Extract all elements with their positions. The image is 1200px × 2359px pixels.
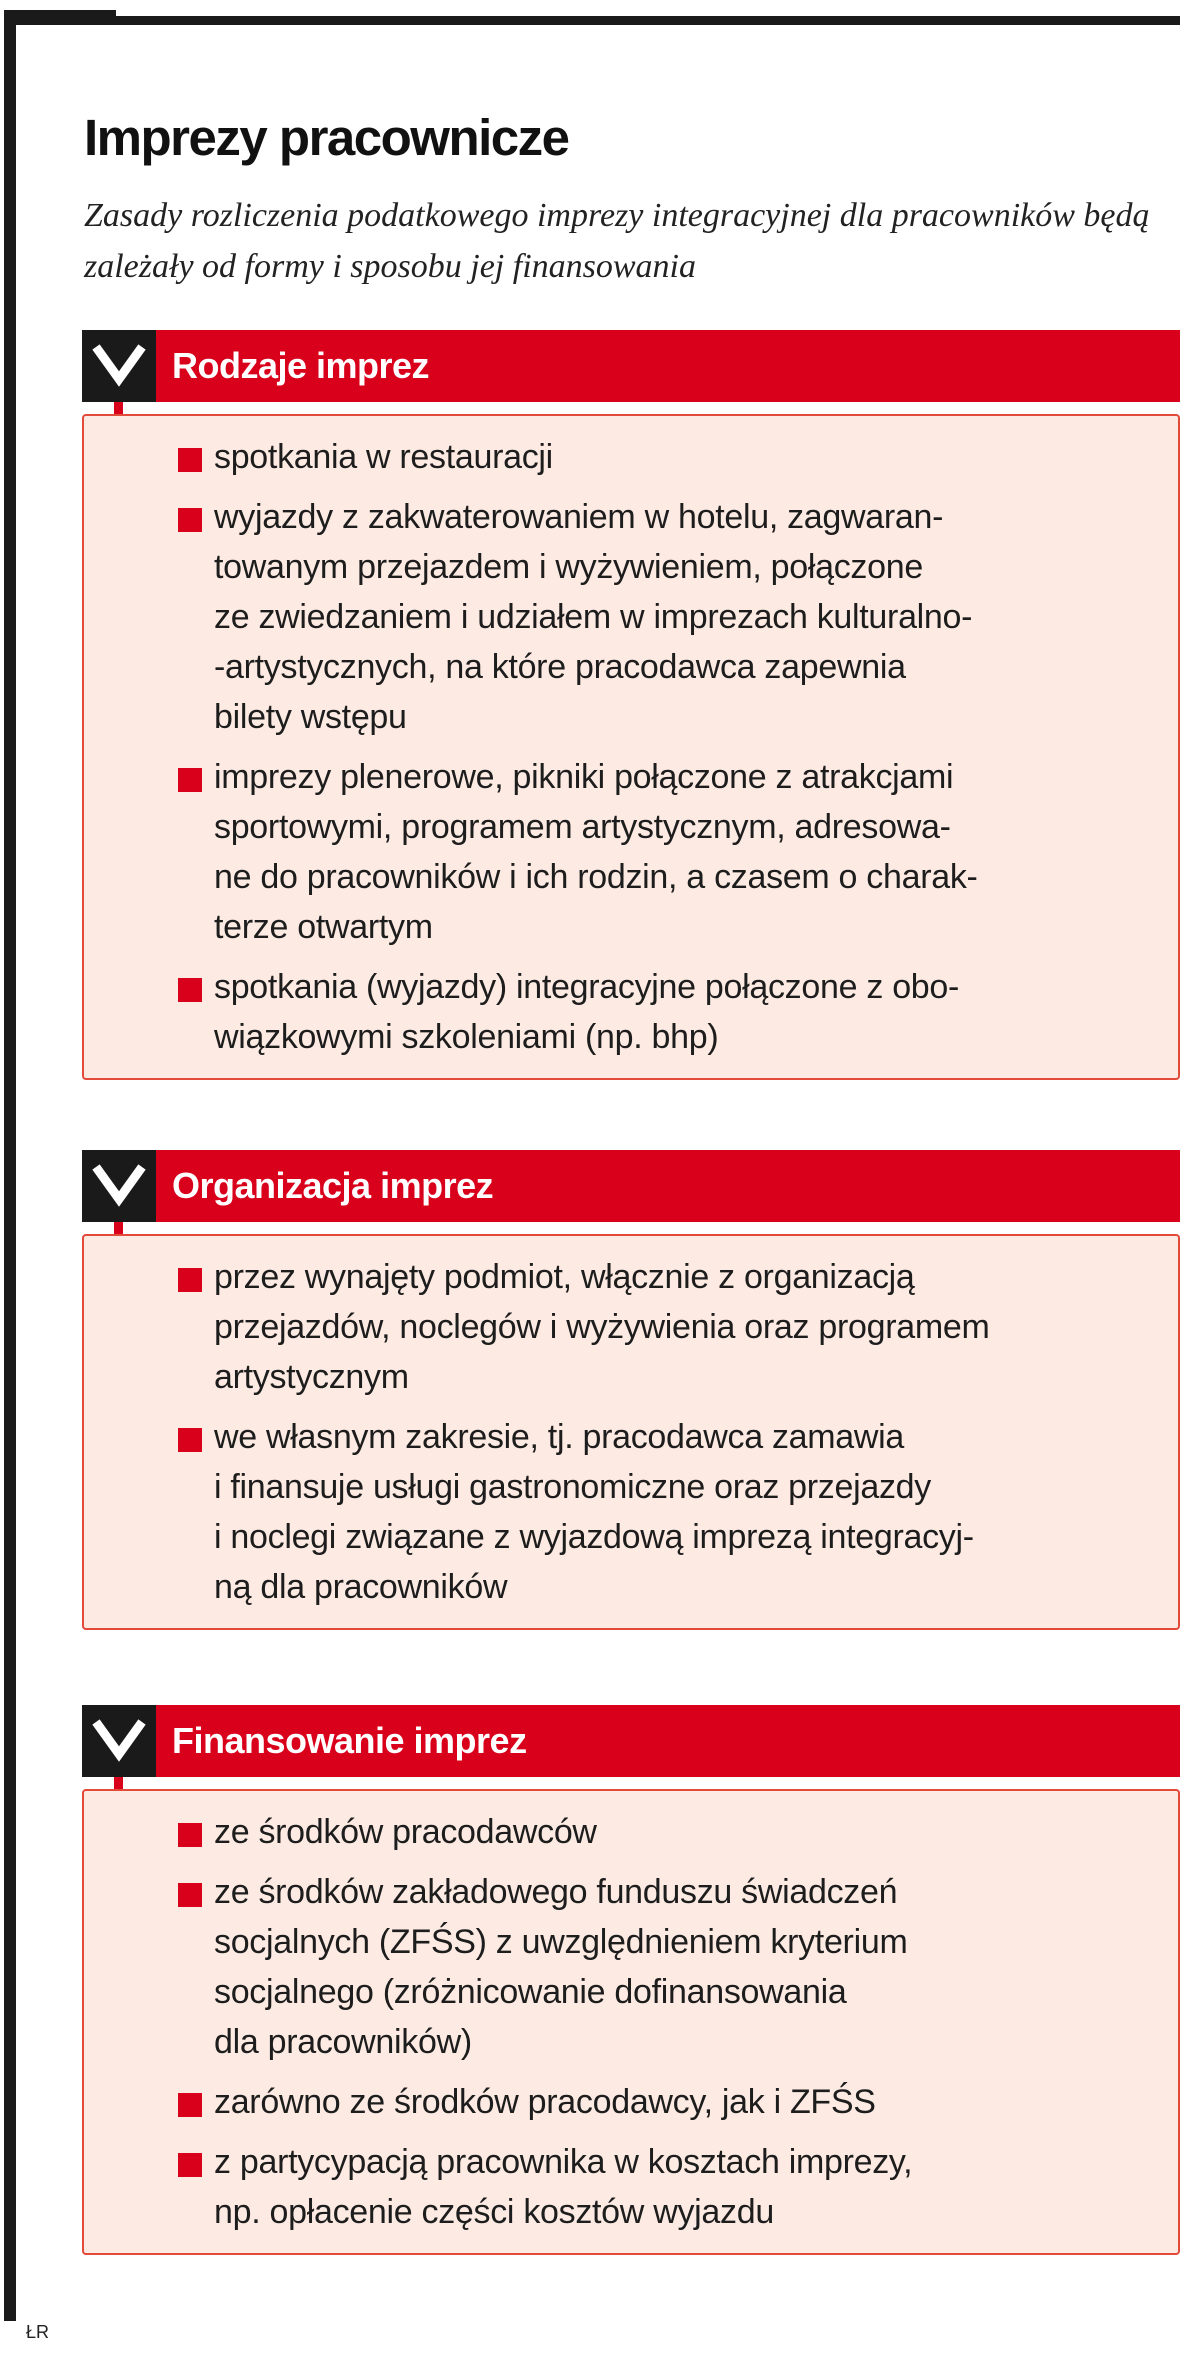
square-bullet-icon [178, 508, 202, 532]
chevron-down-icon [82, 1705, 156, 1777]
list-item [84, 2137, 1168, 2237]
list-item [84, 1807, 1168, 1857]
square-bullet-icon [178, 1883, 202, 1907]
section-rodzaje-imprez [82, 330, 1180, 1080]
list-item [84, 1252, 1168, 1402]
list-item-text: spotkania w restauracji [214, 438, 553, 476]
frame-left-rule [4, 16, 16, 2321]
list-item [84, 432, 1168, 482]
section-header [82, 1705, 1180, 1777]
section-organizacja-imprez [82, 1150, 1180, 1630]
chevron-stem [114, 1222, 123, 1234]
list-item-text: ze środków pracodawców [214, 1813, 597, 1851]
square-bullet-icon [178, 978, 202, 1002]
chevron-down-icon [82, 1150, 156, 1222]
list-item-text: we własnym zakresie, tj. pracodawca zamawia i finansuje usługi gastronomiczne oraz przejazdy i noclegi związane z wyjazdową imprezą integracyj- ną dla pracowników [214, 1418, 974, 1606]
square-bullet-icon [178, 448, 202, 472]
chevron-down-icon [82, 330, 156, 402]
section-header [82, 1150, 1180, 1222]
list-item-text: ze środków zakładowego funduszu świadczeń socjalnych (ZFŚS) z uwzględnieniem kryterium socjalnego (zróżnicowanie dofinansowania dla pracowników) [214, 1873, 908, 2061]
author-credit: ŁR [26, 2322, 50, 2342]
chevron-stem [114, 402, 123, 414]
section-heading: Organizacja imprez [172, 1165, 494, 1206]
list-item [84, 1867, 1168, 2067]
item-list [84, 1807, 1168, 2237]
frame-top-rule [4, 16, 1180, 25]
list-item-text: spotkania (wyjazdy) integracyjne połączone z obo- wiązkowymi szkoleniami (np. bhp) [214, 968, 960, 1056]
chevron-stem [114, 1777, 123, 1789]
list-item-text: zarówno ze środków pracodawcy, jak i ZFŚS [214, 2083, 876, 2121]
list-item [84, 1412, 1168, 1612]
section-header [82, 330, 1180, 402]
section-box [82, 414, 1180, 1080]
page-title: Imprezy pracownicze [84, 109, 569, 166]
list-item [84, 492, 1168, 742]
page-subtitle: Zasady rozliczenia podatkowego imprezy integracyjnej dla pracowników będą zależały od formy i sposobu jej finansowania [84, 197, 1150, 285]
list-item-text: z partycypacją pracownika w kosztach imprezy, np. opłacenie części kosztów wyjazdu [214, 2143, 913, 2231]
list-item-text: przez wynajęty podmiot, włącznie z organizacją przejazdów, noclegów i wyżywienia oraz programem artystycznym [214, 1258, 990, 1396]
square-bullet-icon [178, 1268, 202, 1292]
item-list [84, 432, 1168, 1062]
frame-corner-tab [4, 10, 116, 25]
list-item-text: wyjazdy z zakwaterowaniem w hotelu, zagwaran- towanym przejazdem i wyżywieniem, połączone ze zwiedzaniem i udziałem w imprezach kulturalno- -artystycznych, na które pracodawca zapewnia bilety wstępu [214, 498, 973, 736]
list-item [84, 752, 1168, 952]
square-bullet-icon [178, 768, 202, 792]
list-item [84, 962, 1168, 1062]
section-box [82, 1789, 1180, 2255]
square-bullet-icon [178, 2153, 202, 2177]
section-heading: Rodzaje imprez [172, 345, 430, 386]
section-heading: Finansowanie imprez [172, 1720, 527, 1761]
section-finansowanie-imprez [82, 1705, 1180, 2255]
section-box [82, 1234, 1180, 1630]
square-bullet-icon [178, 1428, 202, 1452]
list-item [84, 2077, 1168, 2127]
list-item-text: imprezy plenerowe, pikniki połączone z atrakcjami sportowymi, programem artystycznym, adresowa- ne do pracowników i ich rodzin, a czasem o charak- terze otwartym [214, 758, 978, 946]
square-bullet-icon [178, 2093, 202, 2117]
square-bullet-icon [178, 1823, 202, 1847]
item-list [84, 1252, 1168, 1612]
